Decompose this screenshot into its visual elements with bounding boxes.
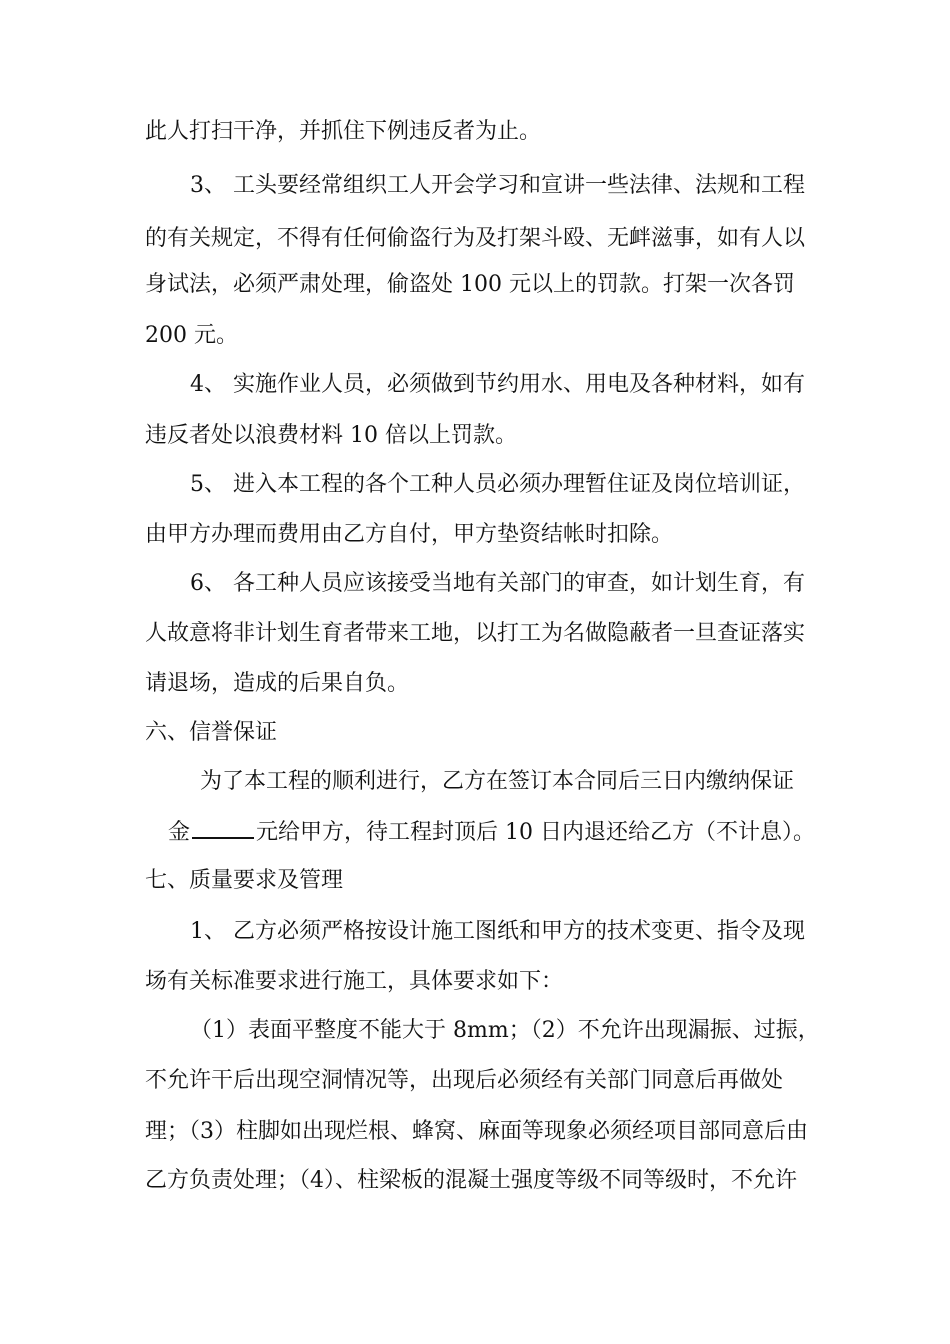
deposit-amount-blank [192,817,254,839]
paragraph-line: 身试法，必须严肃处理，偷盗处 100 元以上的罚款。打架一次各罚 [145,272,795,297]
paragraph-line: 理；（3）柱脚如出现烂根、蜂窝、麻面等现象必须经项目部同意后由 [145,1119,808,1144]
paragraph-line: 违反者处以浪费材料 10 倍以上罚款。 [145,423,517,448]
paragraph-line: 此人打扫干净，并抓住下例违反者为止。 [145,119,542,144]
paragraph-line: 人故意将非计划生育者带来工地，以打工为名做隐蔽者一旦查证落实 [145,621,806,646]
clause-4-line: 4、 实施作业人员，必须做到节约用水、用电及各种材料，如有 [190,372,805,397]
clause-5-line: 5、 进入本工程的各个工种人员必须办理暂住证及岗位培训证， [190,472,805,497]
deposit-amount-line [168,817,815,848]
section-heading-credit-guarantee: 六、信誉保证 [145,720,278,745]
paragraph-line: 乙方负责处理；（4）、柱梁板的混凝土强度等级不同等级时，不允许 [145,1168,797,1193]
paragraph-line: 不允许干后出现空洞情况等，出现后必须经有关部门同意后再做处 [145,1068,784,1093]
paragraph-line: 场有关标准要求进行施工，具体要求如下： [145,969,564,994]
requirements-line: （1）表面平整度不能大于 8mm；（2）不允许出现漏振、过振， [190,1018,820,1043]
paragraph-line: 200 元。 [145,323,238,348]
clause-6-line: 6、 各工种人员应该接受当地有关部门的审查，如计划生育，有 [190,571,805,596]
paragraph-line: 由甲方办理而费用由乙方自付，甲方垫资结帐时扣除。 [145,522,674,547]
section-heading-quality: 七、质量要求及管理 [145,868,344,893]
deposit-prefix: 金 [168,820,191,845]
clause-1-line: 1、 乙方必须严格按设计施工图纸和甲方的技术变更、指令及现 [190,919,805,944]
deposit-paragraph-line: 为了本工程的顺利进行，乙方在签订本合同后三日内缴纳保证 [200,769,795,794]
deposit-suffix: 元给甲方，待工程封顶后 10 日内退还给乙方（不计息）。 [256,820,815,845]
paragraph-line: 的有关规定，不得有任何偷盗行为及打架斗殴、无衅滋事，如有人以 [145,226,806,251]
clause-3-line: 3、 工头要经常组织工人开会学习和宣讲一些法律、法规和工程 [190,173,805,198]
paragraph-line: 请退场，造成的后果自负。 [145,671,410,696]
